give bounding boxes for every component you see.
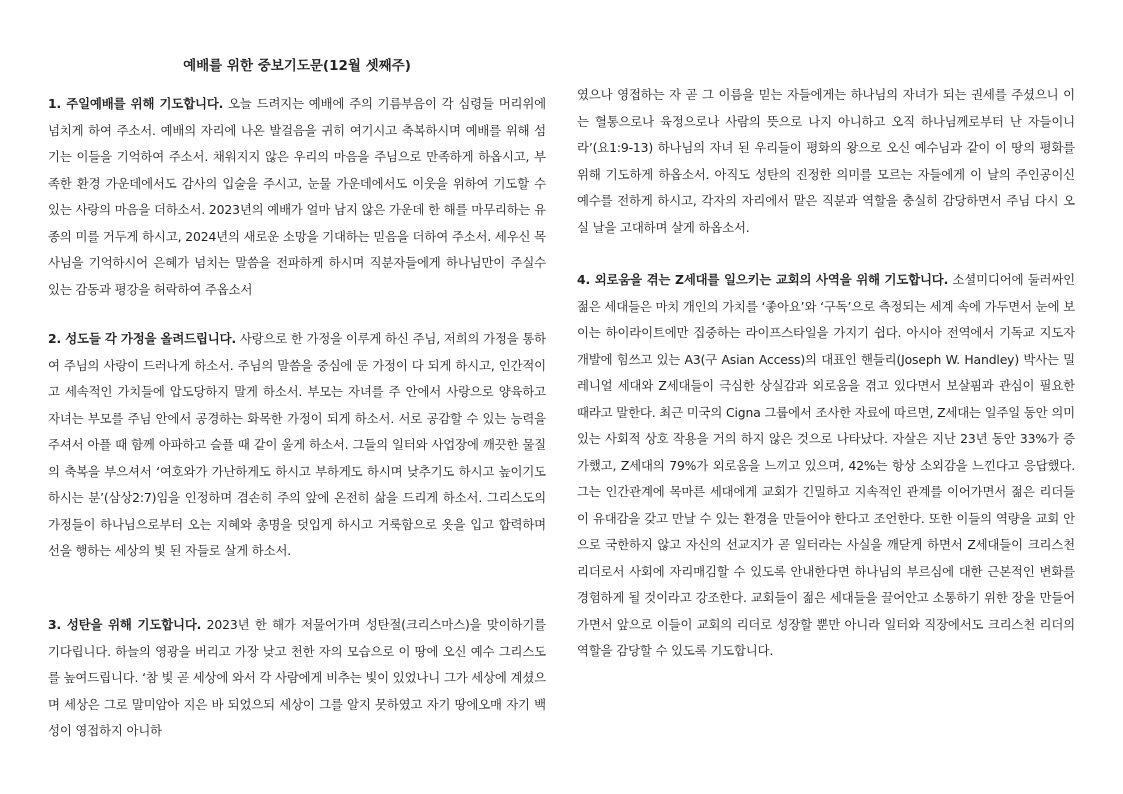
section-3-body: 2023년 한 해가 저물어가며 성탄절(크리스마스)을 맞이하기를 기다립니다. 하늘의 영광을 버리고 가장 낮고 천한 자의 모습으로 이 땅에 오신 예수 그리스도를 높여드립니다. ‘참 빛 곧 세상에 와서 각 사람에게 비추는 빛이 있었나니 그가 세상에 계셨으며 세상은 그로 말미암아 지은 바 되었으되 세상이 그를 알지 못하였고 자기 땅에오매 자기 백성이 영접하지 아니하 (48, 617, 546, 738)
section-2-paragraph (48, 326, 546, 565)
document-title: 예배를 위한 중보기도문(12월 셋째주) (183, 58, 411, 74)
section-3-paragraph (48, 612, 546, 745)
section-2-heading: 2. 성도들 각 가정을 올려드립니다. (48, 331, 237, 346)
section-2-body: 사랑으로 한 가정을 이루게 하신 주님, 저희의 가정을 통하여 주님의 사랑이 드러나게 하소서. 주님의 말씀을 중심에 둔 가정이 다 되게 하시고, 인간적이고 세속적인 가치들에 압도당하지 말게 하소서. 부모는 자녀를 주 안에서 사랑으로 양육하고 자녀는 부모를 주님 안에서 공경하는 화목한 가정이 되게 하소서. 서로 공감할 수 있는 능력을 주셔서 아플 때 함께 아파하고 슬플 때 같이 울게 하소서. 그들의 일터와 사업장에 깨끗한 물질의 축복을 부으셔서 ‘여호와가 가난하게도 하시고 부하게도 하시며 낮추기도 하시고 높이기도 하시는 분’(삼상2:7)임을 인정하며 겸손히 주의 앞에 온전히 삶을 드리게 하소서. 그리스도의 가정들이 하나님으로부터 오는 지혜와 총명을 덧입게 하시고 거룩함으로 옷을 입고 합력하며 선을 행하는 세상의 빛 된 자들로 살게 하소서. (48, 331, 546, 558)
section-1-heading: 1. 주일예배를 위해 기도합니다. (48, 96, 224, 111)
section-1-paragraph (48, 91, 546, 303)
section-4-paragraph (577, 267, 1075, 665)
section-4-body: 소셜미디어에 둘러싸인 젊은 세대들은 마치 개인의 가치를 ‘좋아요’와 ‘구독’으로 측정되는 세계 속에 가두면서 눈에 보이는 하이라이트에만 집중하는 라이프스타일을 가지기 쉽다. 아시아 전역에서 기독교 지도자 개발에 힘쓰고 있는 A3(구 Asian Access)의 대표인 핸들리(Joseph W. Handley) 박사는 밀레니얼 세대와 Z세대들이 극심한 상실감과 외로움을 겪고 있다면서 보살핌과 관심이 필요한 때라고 말한다. 최근 미국의 Cigna 그룹에서 조사한 자료에 따르면, Z세대는 일주일 동안 의미 있는 사회적 상호 작용을 거의 하지 않은 것으로 나타났다. 자살은 지난 23년 동안 33%가 증가했고, Z세대의 79%가 외로움을 느끼고 있으며, 42%는 항상 소외감을 느낀다고 응답했다. 그는 인간관계에 목마른 세대에게 교회가 긴밀하고 지속적인 관계를 이어가면서 젊은 리더들이 유대감을 갖고 만날 수 있는 환경을 만들어야 한다고 조언한다. 또한 이들의 역량을 교회 안으로 국한하지 않고 자신의 선교지가 곧 일터라는 사실을 깨닫게 하면서 Z세대들이 크리스천 리더로서 사회에 자리매김할 수 있도록 안내한다면 하나님의 부르심에 대한 근본적인 변화를 경험하게 될 것이라고 강조한다. 교회들이 젊은 세대들을 끌어안고 소통하기 위한 장을 만들어 가면서 앞으로 이들이 교회의 리더로 성장할 뿐만 아니라 일터와 직장에서도 크리스천 리더의 역할을 감당할 수 있도록 기도합니다. (577, 272, 1075, 658)
section-3-continuation: 였으나 영접하는 자 곧 그 이름을 믿는 자들에게는 하나님의 자녀가 되는 권세를 주셨으니 이는 혈통으로나 육정으로나 사람의 뜻으로 나지 아니하고 오직 하나님께로부터 난 자들이니라’(요1:9-13) 하나님의 자녀 된 우리들이 평화의 왕으로 오신 예수님과 같이 이 땅의 평화를 위해 기도하게 하옵소서. 아직도 성탄의 진정한 의미를 모르는 자들에게 이 날의 주인공이신 예수를 전하게 하시고, 각자의 자리에서 맡은 직분과 역할을 충실히 감당하면서 주님 다시 오실 날을 고대하며 살게 하옵소서. (577, 87, 1075, 235)
section-3-heading: 3. 성탄을 위해 기도합니다. (48, 617, 202, 632)
section-1-body: 오늘 드려지는 예배에 주의 기름부음이 각 심령들 머리위에 넘치게 하여 주소서. 예배의 자리에 나온 발걸음을 귀히 여기시고 축복하시며 예배를 위해 섬기는 이들을 기억하여 주소서. 채워지지 않은 우리의 마음을 주님으로 만족하게 하옵시고, 부족한 환경 가운데에서도 감사의 입술을 주시고, 눈물 가운데에서도 이웃을 위하여 기도할 수 있는 사랑의 마음을 더하소서. 2023년의 예배가 얼마 남지 않은 가운데 한 해를 마무리하는 유종의 미를 거두게 하시고, 2024년의 새로운 소망을 기대하는 믿음을 더하여 주소서. 세우신 목사님을 기억하시어 은혜가 넘치는 말씀을 전파하게 하시며 직분자들에게 하나님만이 주실수 있는 감동과 평강을 허락하여 주옵소서 (48, 96, 546, 297)
section-4-heading: 4. 외로움을 겪는 Z세대를 일으키는 교회의 사역을 위해 기도합니다. (577, 272, 949, 287)
